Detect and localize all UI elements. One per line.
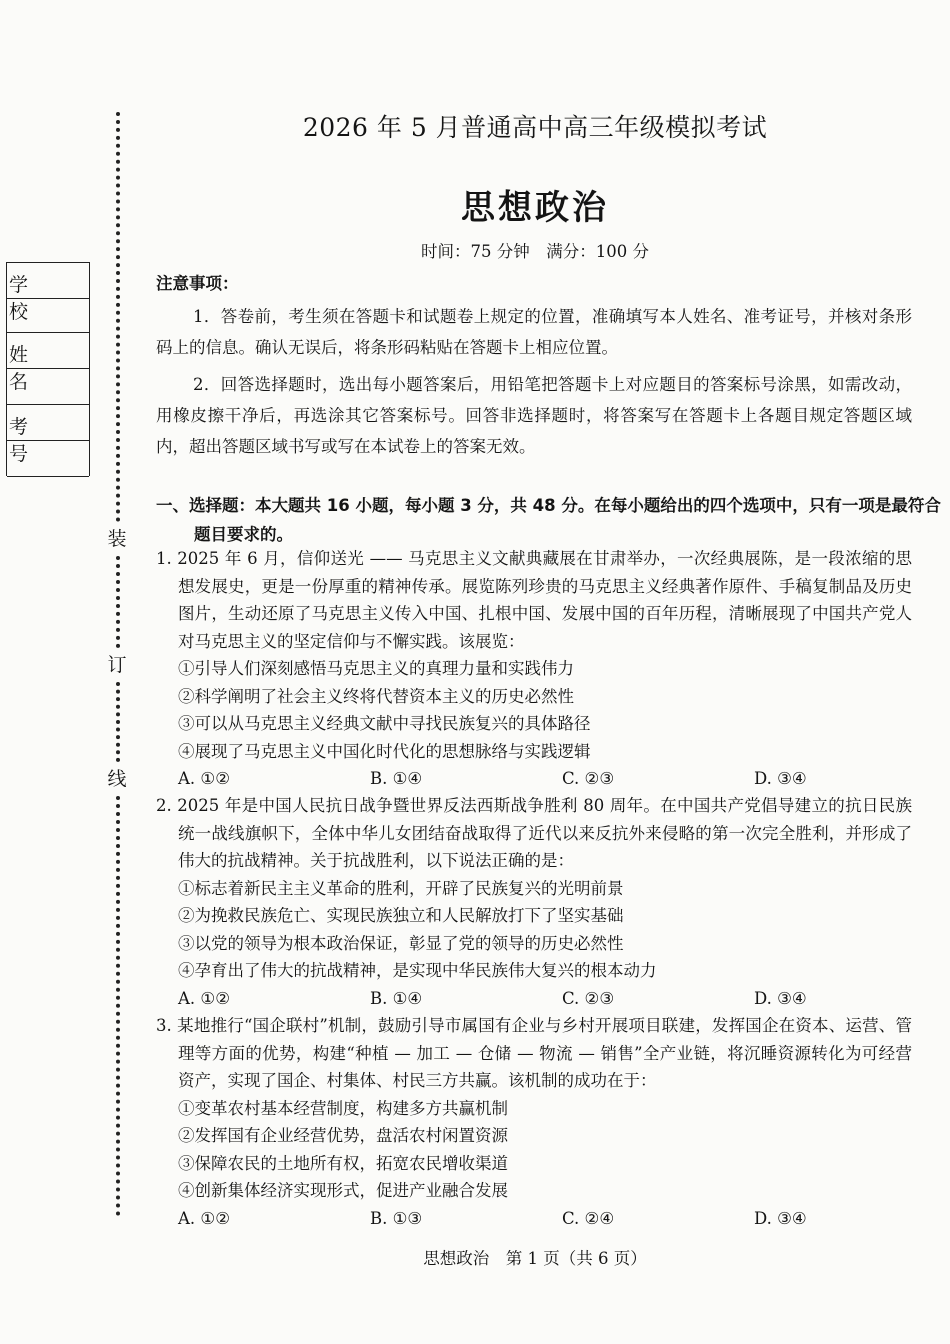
question-1 [156,545,912,793]
statement-option: ④展现了马克思主义中国化时代化的思想脉络与实践逻辑 [178,741,591,761]
statement-option: ③可以从马克思主义经典文献中寻找民族复兴的具体路径 [178,714,591,733]
subject-title: 思想政治 [461,188,609,228]
statement-option: ②发挥国有企业经营优势，盘活农村闲置资源 [178,1126,508,1145]
notice-heading: 注意事项： [156,274,239,293]
answer-choices [156,1205,912,1233]
binding-line-mid2 [116,682,120,762]
statement-option: ①变革农村基本经营制度，构建多方共赢机制 [178,1098,508,1118]
binding-char-zhuang: 装 [104,526,130,552]
question-stem: 1. 2025 年 6 月，信仰送光 —— 马克思主义文献典藏展在甘肃举办，一次经典展陈，是一段浓缩的思想发展史，更是一份厚重的精神传承。展览陈列珍贵的马克思主义经典著作原件、手稿复制品及历史图片，生动还原了马克思主义传入中国、扎根中国、发展中国的百年历程，清晰展现了中国共产党人对马克思主义的坚定信仰与不懈实践。该展览： [156,549,912,651]
student-info-box [6,262,90,476]
choice-b: B. ①③ [370,1208,423,1228]
section-title: 一、选择题：本大题共 16 小题，每小题 3 分，共 48 分。在每小题给出的四个选项中，只有一项是最符合题目要求的。 [156,496,941,544]
choice-c: C. ②③ [562,769,615,788]
binding-line-top [116,112,120,522]
choice-d: D. ③④ [754,988,807,1008]
question-2 [156,792,912,1012]
choice-a: A. ①② [178,988,230,1008]
choice-b: B. ①④ [370,988,423,1008]
question-stem: 3. 某地推行“国企联村”机制，鼓励引导市属国有企业与乡村开展项目联建，发挥国企在资本、运营、管理等方面的优势，构建“种植 — 加工 — 仓储 — 物流 — 销售”全产业链，将沉睡资源转化为可经营资产，实现了国企、村集体、村民三方共赢。该机制的成功在于： [156,1016,912,1090]
exam-number-label: 考 号 [9,416,43,465]
statement-option: ③以党的领导为根本政治保证，彰显了党的领导的历史必然性 [178,933,624,953]
notice-item-1: 1．答卷前，考生须在答题卡和试题卷上规定的位置，准确填写本人姓名、准考证号，并核对条形码上的信息。确认无误后，将条形码粘贴在答题卡上相应位置。 [156,307,912,357]
statement-option: ④创新集体经济实现形式，促进产业融合发展 [178,1181,508,1200]
choice-d: D. ③④ [754,1208,807,1228]
exam-title: 2026 年 5 月普通高中高三年级模拟考试 [302,113,768,142]
statement-option: ①引导人们深刻感悟马克思主义的真理力量和实践伟力 [178,659,574,678]
question-stem: 2. 2025 年是中国人民抗日战争暨世界反法西斯战争胜利 80 周年。在中国共产党倡导建立的抗日民族统一战线旗帜下，全体中华儿女团结奋战取得了近代以来反抗外来侵略的第一次完全胜利，并形成了伟大的抗战精神。关于抗战胜利，以下说法正确的是： [156,796,912,870]
choice-c: C. ②③ [562,988,615,1008]
binding-line-mid1 [116,556,120,648]
answer-choices [156,985,912,1013]
school-label: 学 校 [9,274,43,323]
time-info: 时间：75 分钟 满分：100 分 [421,242,649,261]
binding-char-ding: 订 [104,652,130,678]
choice-a: A. ①② [178,1208,230,1228]
answer-choices [156,765,912,793]
choice-d: D. ③④ [754,769,807,788]
choice-a: A. ①② [178,769,230,788]
binding-char-xian: 线 [104,766,130,792]
page-footer: 思想政治 第 1 页（共 6 页） [423,1249,647,1268]
choice-b: B. ①④ [370,769,423,788]
binding-line-bottom [116,796,120,1216]
question-3 [156,1012,912,1232]
name-label: 姓 名 [9,344,43,393]
statement-option: ④孕育出了伟大的抗战精神，是实现中华民族伟大复兴的根本动力 [178,961,657,980]
choice-c: C. ②④ [562,1208,615,1228]
statement-option: ②为挽救民族危亡、实现民族独立和人民解放打下了坚实基础 [178,906,624,925]
statement-option: ②科学阐明了社会主义终将代替资本主义的历史必然性 [178,686,574,706]
statement-option: ①标志着新民主主义革命的胜利，开辟了民族复兴的光明前景 [178,878,624,898]
statement-option: ③保障农民的土地所有权，拓宽农民增收渠道 [178,1153,508,1173]
notice-item-2: 2．回答选择题时，选出每小题答案后，用铅笔把答题卡上对应题目的答案标号涂黑，如需改动，用橡皮擦干净后，再选涂其它答案标号。回答非选择题时，将答案写在答题卡上各题目规定答题区域内，超出答题区域书写或写在本试卷上的答案无效。 [156,375,912,456]
